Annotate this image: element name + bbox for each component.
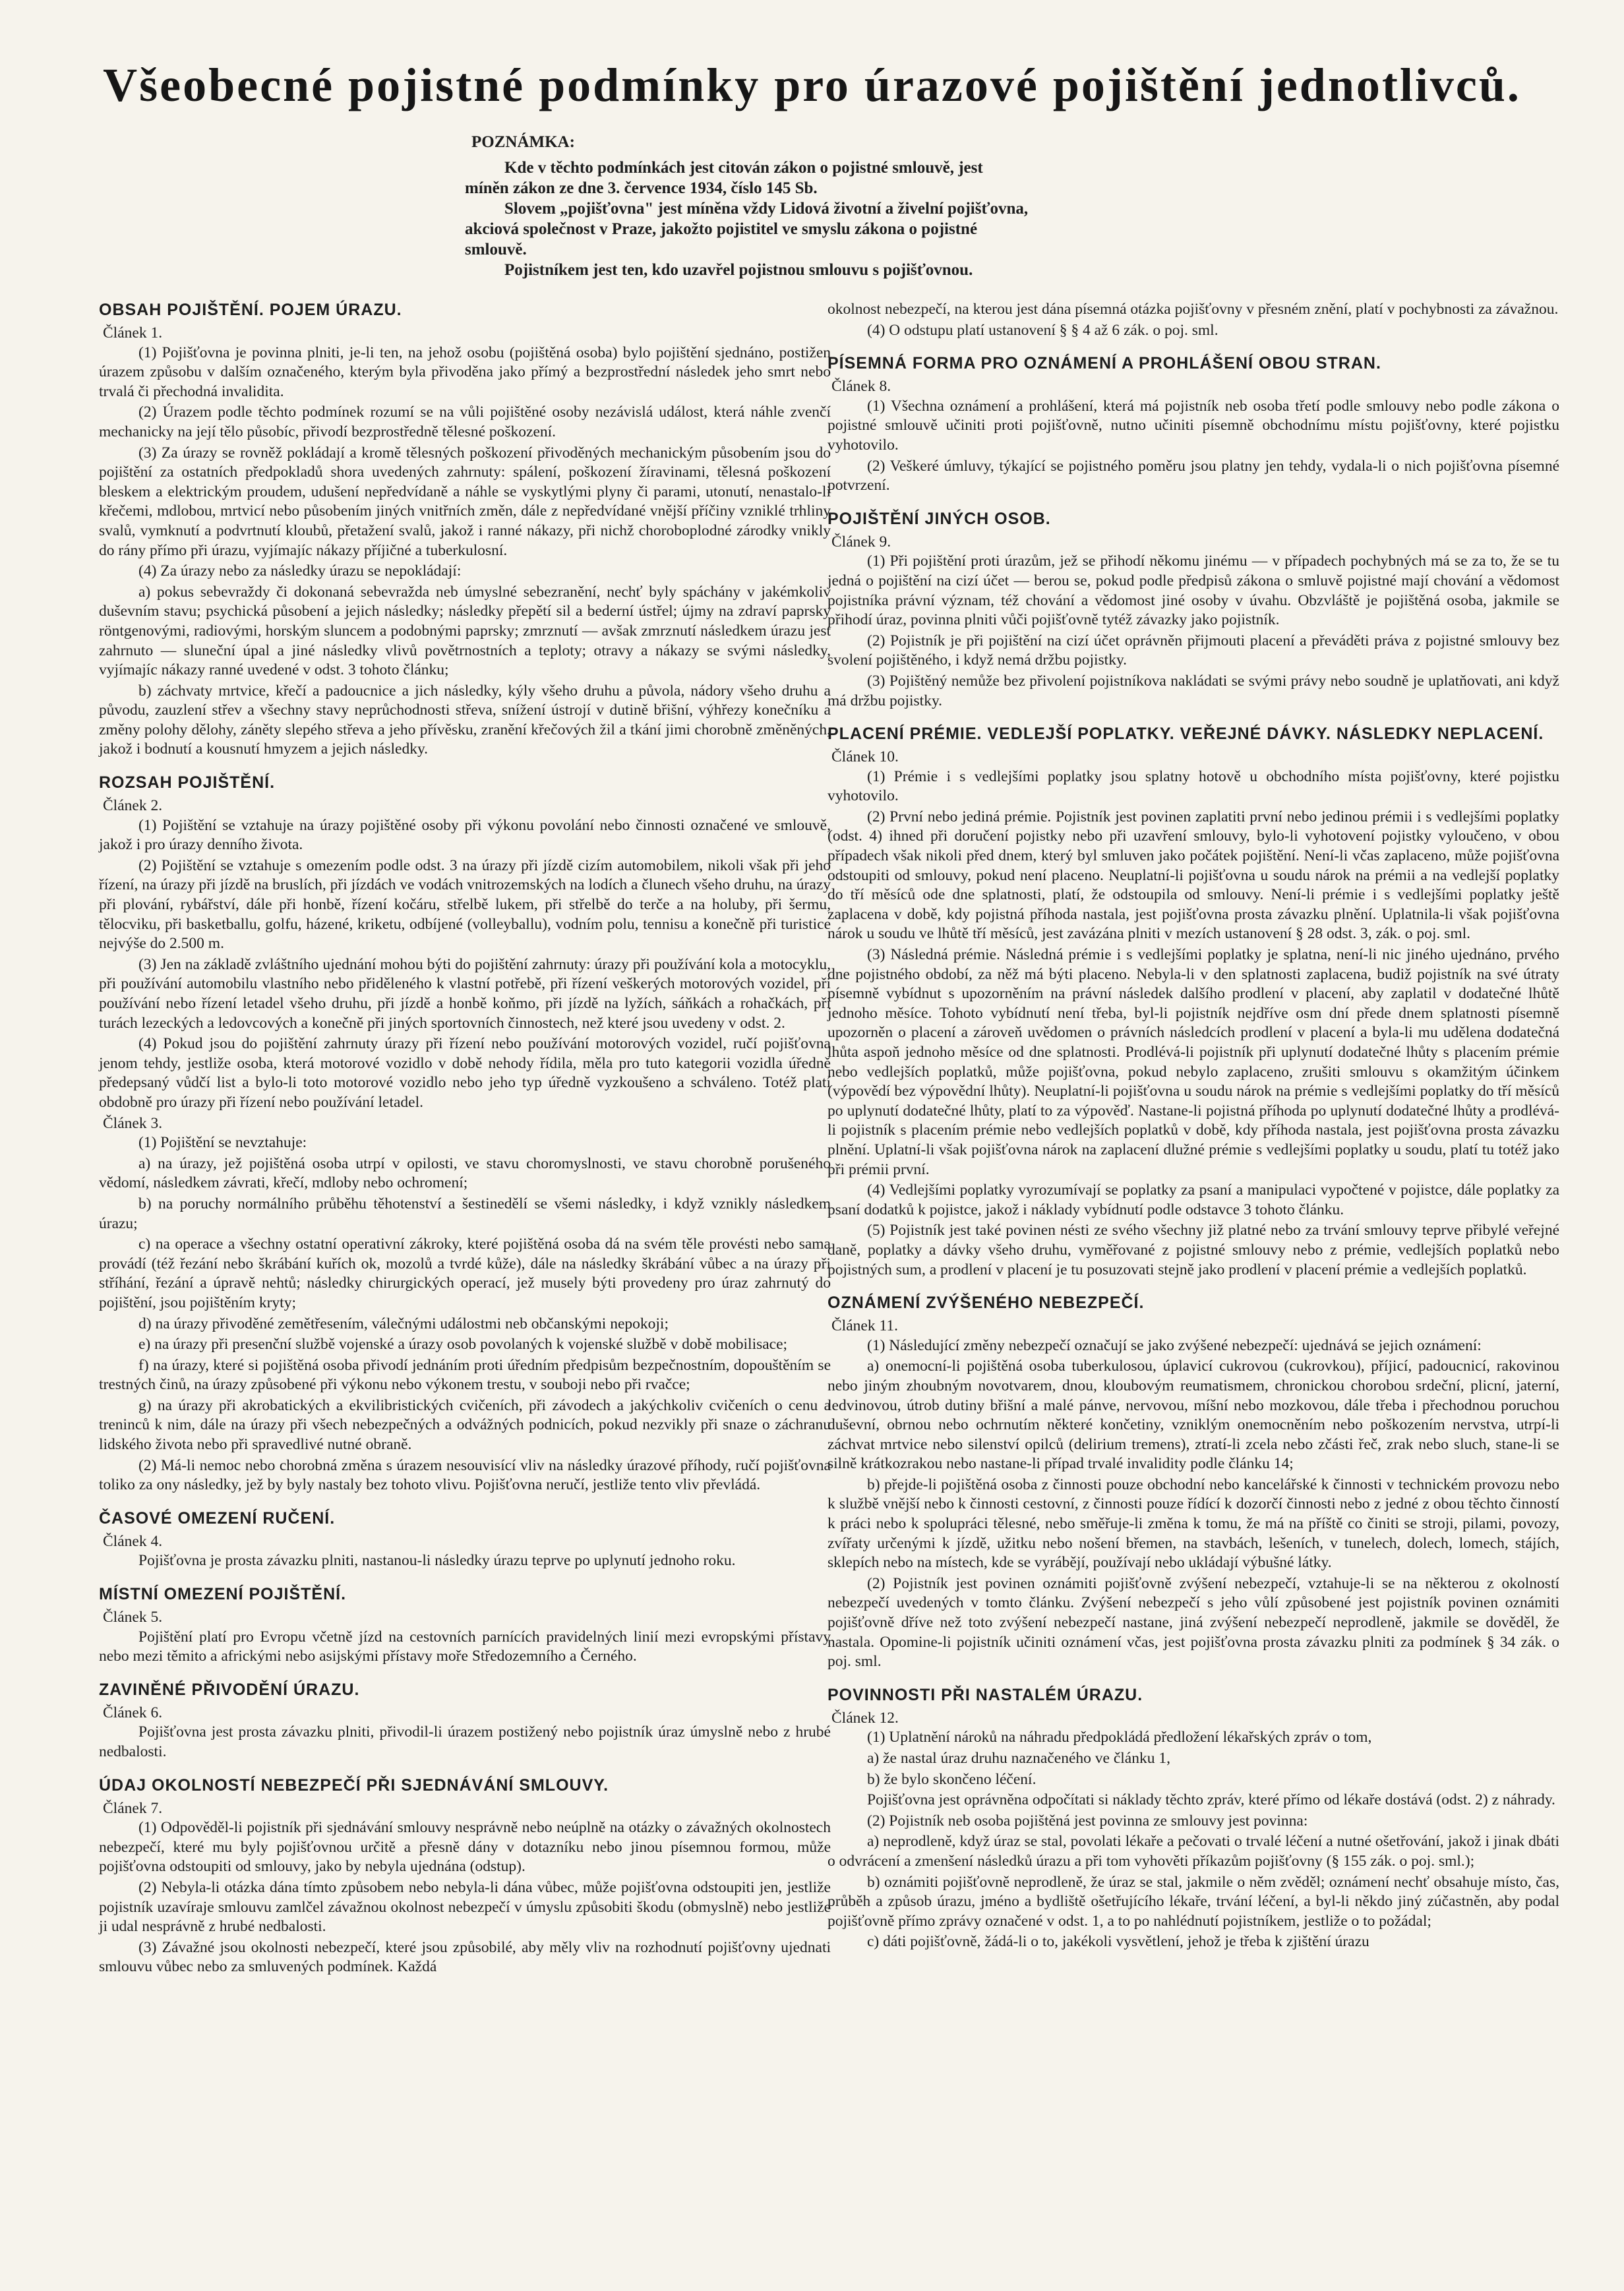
paragraph: Pojištění platí pro Evropu včetně jízd na cestovních parnících pravidelných linií mezi evropskými přístavy nebo mezi těmito a africkými nebo asijskými přístavy moře Středozemního a Černého.: [99, 1628, 831, 1665]
article-label: Článek 9.: [831, 533, 891, 550]
paragraph: (3) Následná prémie. Následná prémie i s vedlejšími poplatky je splatna, není-li nic jiného ujednáno, prvého dne pojistného období, za něž má býti placeno. Nebyla-li v den splatnosti zaplacena, budiž pojistník na své útraty písemně vybídnut s upozorněním na právní následek dalšího prodlení v placení, aby zaplatil v dodatečné lhůtě jednoho měsíce. Tohoto vybídnutí není třeba, byl-li pojistník nejdříve osm dní přede dnem splatnosti písemně upozorněn o placení a zároveň uvědomen o právních následcích prodlení v placení a byla-li mu udělena dodatečná lhůta aspoň jednoho měsíce od dne splatnosti. Prodlévá-li pojistník při uplynutí dodatečné lhůty s placením prémie nebo vedlejších poplatků, může pojišťovna, pokud nebylo zaplaceno, zrušiti smlouvu s okamžitým účinkem (výpovědí bez výpovědní lhůty). Neuplatní-li pojišťovna u soudu nárok na prémie s vedlejšími poplatky do tří měsíců po uplynutí dodatečné lhůty, platí to za výpověď. Nastane-li pojistná příhoda po uplynutí dodatečné lhůty a prodlévá-li pojistník s placením prémie nebo vedlejších poplatků v době, kdy příhoda nastala, jest pojišťovna prosta závazku plnění. Uplatní-li však pojišťovna nárok na zaplacení dlužné prémie s vedlejšími poplatky u soudu, platí tu totéž jako při prémii první.: [827, 946, 1559, 1178]
paragraph: Pojišťovna je prosta závazku plniti, nastanou-li následky úrazu teprve po uplynutí jednoho roku.: [138, 1552, 736, 1570]
paragraph: (2) Má-li nemoc nebo chorobná změna s úrazem nesouvisící vliv na následky úrazové příhody, ručí pojišťovna toliko za ony následky, jež by byly nastaly bez tohoto vlivu. Pojišťovna neručí, jestliže tento vliv převládá.: [99, 1456, 831, 1494]
paragraph: (2) Veškeré úmluvy, týkající se pojistného poměru jsou platny jen tehdy, vydala-li o nich pojišťovna písemné potvrzení.: [827, 457, 1559, 494]
paragraph: (3) Závažné jsou okolnosti nebezpečí, které jsou způsobilé, aby měly vliv na rozhodnutí pojišťovny ujednati smlouvu vůbec nebo za smluvených podmínek. Každá: [99, 1938, 831, 1976]
note-line: Kde v těchto podmínkách jest citován zákon o pojistné smlouvě, jest: [504, 159, 983, 177]
paragraph: Pojišťovna jest prosta závazku plniti, přivodil-li úrazem postižený nebo pojistník úraz úmyslně nebo z hrubé nedbalosti.: [99, 1723, 831, 1760]
section-heading: OBSAH POJIŠTĚNÍ. POJEM ÚRAZU.: [99, 301, 402, 319]
section-heading: OZNÁMENÍ ZVÝŠENÉHO NEBEZPEČÍ.: [827, 1294, 1145, 1313]
paragraph: (1) Všechna oznámení a prohlášení, která má pojistník neb osoba třetí podle smlouvy nebo podle zákona o pojistné smlouvě učiniti proti pojišťovně, nutno učiniti písemně obchodnímu místu pojišťovny, které pojistku vyhotovilo.: [827, 397, 1559, 454]
note-block: [465, 132, 1210, 280]
paragraph: (1) Prémie i s vedlejšími poplatky jsou splatny hotově u obchodního místa pojišťovny, které pojistku vyhotovilo.: [827, 767, 1559, 805]
paragraph: (3) Pojištěný nemůže bez přivolení pojistníkova nakládati se svými právy nebo soudně je uplatňovati, ani když má držbu pojistky.: [827, 672, 1559, 709]
paragraph: (2) Úrazem podle těchto podmínek rozumí se na vůli pojištěné osoby nezávislá událost, která náhle zvenčí mechanicky na její tělo působíc, přivodí bezprostředně tělesné poškození.: [99, 403, 831, 440]
paragraph: (1) Pojištění se vztahuje na úrazy pojištěné osoby při výkonu povolání nebo činnosti označené ve smlouvě, jakož i pro úrazy denního života.: [99, 816, 831, 854]
paragraph: (1) Odpověděl-li pojistník při sjednávání smlouvy nesprávně nebo neúplně na otázky o závažných okolnostech nebezpečí, které mu byly pojišťovnou určitě a přesně dány v dotazníku nebo jinou písemnou formou, může pojišťovna odstoupiti od smlouvy, jako by nebyla ujednána (odstup).: [99, 1819, 831, 1876]
note-line: akciová společnost v Praze, jakožto pojistitel ve smyslu zákona o pojistné: [465, 220, 978, 238]
paragraph: b) že bylo skončeno léčení.: [867, 1770, 1037, 1788]
paragraph: okolnost nebezpečí, na kterou jest dána písemná otázka pojišťovny v přesném znění, platí v pochybnosti za závažnou.: [827, 301, 1559, 318]
paragraph: (4) Za úrazy nebo za následky úrazu se nepokládají:: [138, 562, 462, 580]
right-column: [827, 300, 1559, 1953]
paragraph: (3) Za úrazy se rovněž pokládají a kromě tělesných poškození přivoděných mechanickým působením jsou do pojištění za ostatních předpokladů shora uvedených zahrnuty: spálení, poškození žíravinami, tělesná poškození bleskem a elektrickým proudem, udušení nepředvídaně a náhle se vyskytlými plyny či parami, utonutí, nenastalo-li křečemi, mdlobou, mrtvicí nebo působením jiných vnitřních změn, dále z nepředvídané vnější příčiny vzniklé trhliny svalů, vymknutí a podvrtnutí kloubů, přetažení svalů, jakož i ranné nákazy, při nichž choroboplodné zárodky vnikly do rány přímo při úrazu, vyjímajíc nákazy příjičné a tuberkulosní.: [99, 444, 831, 559]
article-label: Článek 12.: [831, 1709, 899, 1727]
paragraph: (4) Pokud jsou do pojištění zahrnuty úrazy při řízení nebo používání motorových vozidel, ručí pojišťovna jenom tehdy, jestliže osoba, která motorové vozidlo v době nehody řídila, měla pro tuto kategorii vozidla úředně předepsaný vůdčí list a bylo-li toto motorové vozidlo nebo jeho typ úředně vyzkoušeno a schváleno. Totéž platí obdobně pro úrazy při řízení nebo používání letadel.: [99, 1035, 831, 1111]
paragraph: (2) Pojistník je při pojištění na cizí účet oprávněn přijmouti placení a převáděti práva z pojistné smlouvy bez svolení pojištěného, i když nemá držbu pojistky.: [827, 632, 1559, 669]
article-label: Článek 2.: [103, 797, 163, 815]
article-label: Článek 10.: [831, 748, 899, 766]
paragraph: b) oznámiti pojišťovně neprodleně, že úraz se stal, jakmile o něm zvěděl; oznámení nechť obsahuje místo, čas, průběh a způsob úrazu, jméno a bydliště ošetřujícího lékaře, trvání léčení, a byl-li někdo jiný zúčastněn, aby podal pojišťovně přímo zprávy označené v odst. 1, a to po nahlédnutí pojistníkem, jestliže o to požádal;: [827, 1873, 1559, 1930]
paragraph: g) na úrazy při akrobatických a ekvilibristických cvičeních, při závodech a jakýchkoliv cvičeních o cenu a treninců k nim, dále na úrazy při všech nebezpečných a odvážných podnicích, pokud nezvikly při snaze o záchranu lidského života nebo při spravedlivé nutné obraně.: [99, 1396, 831, 1454]
paragraph: (1) Pojištění se nevztahuje:: [138, 1134, 307, 1152]
paragraph: a) onemocní-li pojištěná osoba tuberkulosou, úplavicí cukrovou (cukrovkou), příjicí, padoucnicí, rakovinou nebo jiným zhoubným novotvarem, dnou, kloubovým reumatismem, chronickou chorobou srdeční, plicní, jaterní, ledvinovou, útrob dutiny břišní a malé pánve, nervovou, míšní nebo mozkovou, dále třeba i přechodnou poruchou duševní, obrnou nebo ochrnutím některé končetiny, vzniklým onemocněním nebo poškozením nervstva, utrpí-li záchvat mrtvice nebo silenství opilců (delirium tremens), ztratí-li zcela nebo zčásti řeč, zrak nebo sluch, stane-li se silně krátkozrakou nebo nastane-li případ trvalé invalidity podle článku 14;: [827, 1357, 1559, 1473]
article-label: Článek 1.: [103, 324, 163, 342]
paragraph: (1) Pojišťovna je povinna plniti, je-li ten, na jehož osobu (pojištěná osoba) bylo pojištění sjednáno, postižen úrazem způsobu v dalším označeného, kterým byla přivoděna jako přímý a bezprostřední následek jeho smrt nebo trvalá či přechodná invalidita.: [99, 343, 831, 400]
paragraph: (1) Následující změny nebezpečí označují se jako zvýšené nebezpečí: ujednává se jejich oznámení:: [867, 1336, 1482, 1354]
section-heading: MÍSTNÍ OMEZENÍ POJIŠTĚNÍ.: [99, 1585, 347, 1604]
section-heading: POVINNOSTI PŘI NASTALÉM ÚRAZU.: [827, 1685, 1143, 1704]
article-label: Článek 5.: [103, 1609, 163, 1626]
paragraph: (2) Pojištění se vztahuje s omezením podle odst. 3 na úrazy při jízdě cizím automobilem, nikoli však při jeho řízení, na úrazy při jízdě na bruslích, při jízdách ve vodách vnitrozemských na lodích a člunech všeho druhu, na úrazy při plování, rybářství, dále při honbě, řízení kočáru, střelbě lukem, při střelbě do terče a na holuby, při šermu, tělocviku, při basketballu, golfu, házené, kriketu, odbíjené (volleyballu), vodním polu, tennisu a konečně při turistice nejvýše do 2.500 m.: [99, 856, 831, 953]
note-heading: POZNÁMKA:: [471, 133, 575, 151]
paragraph: a) neprodleně, když úraz se stal, povolati lékaře a pečovati o trvalé léčení a nutné ošetřování, jakož i jinak dbáti o odvrácení a zmenšení následků úrazu a při tom vyhověti příkazům pojišťovny (§ 155 zák. o poj. sml.);: [827, 1833, 1559, 1870]
note-line: Slovem „pojišťovna" jest míněna vždy Lidová životní a živelní pojišťovna,: [504, 200, 1029, 218]
paragraph: e) na úrazy při presenční službě vojenské a úrazy osob povolaných k vojenské službě v době mobilisace;: [138, 1336, 788, 1354]
article-label: Článek 7.: [103, 1799, 163, 1817]
section-heading: PLACENÍ PRÉMIE. VEDLEJŠÍ POPLATKY. VEŘEJNÉ DÁVKY. NÁSLEDKY NEPLACENÍ.: [827, 725, 1544, 744]
paragraph: b) přejde-li pojištěná osoba z činnosti pouze obchodní nebo kancelářské k činnosti v technickém provozu nebo k službě vnější nebo k činnosti cestovní, z činnosti pouze řídící k dozorčí činnosti nebo z jedné z obou těchto činností k práci nebo k spolupráci tělesné, nebo směřuje-li změna k tomu, že má na příště co činiti se stroji, pilami, povozy, zvířaty určenými k jízdě, užitku nebo nošení břemen, na stavbách, lešeních, v tunelech, dolech, lomech, stájích, sklepích nebo na místech, kde se vyrábějí, používají nebo ukládají výbušné látky.: [827, 1475, 1559, 1572]
section-heading: POJIŠTĚNÍ JINÝCH OSOB.: [827, 509, 1051, 528]
section-heading: ROZSAH POJIŠTĚNÍ.: [99, 773, 276, 792]
paragraph: c) na operace a všechny ostatní operativní zákroky, které pojištěná osoba dá na svém těle provésti nebo sama provádí (též řezání nebo škrábání kuřích ok, mozolů a tvrdé kůže), dále na následky škrábání vůbec a na úrazy při stříhání, řezání a úpravě nehtů; následky chirurgických operací, jež musely býti provedeny pro úraz zahrnutý do pojištění, jsou pojištěním kryty;: [99, 1235, 831, 1311]
paragraph: (3) Jen na základě zvláštního ujednání mohou býti do pojištění zahrnuty: úrazy při používání kola a motocyklu, při používání automobilu vlastního nebo přiděleného k vlastní potřebě, při řízení veškerých motorových vozidel, při používání nebo řízení letadel všeho druhu, při jízdě a honbě koňmo, při jízdě na lyžích, sáňkách a rohačkách, při turách lezeckých a ledovcových a konečně při jiných sportovních činnostech, než které jsou uvedeny v odst. 2.: [99, 955, 831, 1032]
paragraph: (2) První nebo jediná prémie. Pojistník jest povinen zaplatiti první nebo jedinou prémii i s vedlejšími poplatky (odst. 4) ihned při doručení pojistky nebo při uzavření smlouvy, bylo-li vyhotovení pojistky vyloučeno, v obou případech však nikoli před dnem, který byl smluven jako počátek pojištění. Není-li včas zaplaceno, může pojišťovna odstoupiti od smlouvy, pokud není placeno. Neuplatní-li pojišťovna u soudu nárok na prémii a na vedlejší poplatky do tří měsíců ode dne splatnosti, platí, že odstoupila od smlouvy. Není-li prémie i s vedlejšími poplatky ještě zaplacena v době, kdy pojistná příhoda nastala, jest pojišťovna prosta závazku plnění. Uplatnila-li však pojišťovna nárok u soudu ve lhůtě tří měsíců, jest zavázána plniti v mezích ustanovení § 28 odst. 3, zák. o poj. sml.: [827, 808, 1559, 943]
left-column: [99, 300, 831, 1979]
paragraph: b) na poruchy normálního průběhu těhotenství a šestinedělí se všemi následky, i když vznikly následkem úrazu;: [99, 1195, 831, 1232]
paragraph: b) záchvaty mrtvice, křečí a padoucnice a jich následky, kýly všeho druhu a půvola, nádory všeho druhu a původu, zauzlení střev a všechny stavy neprůchodnosti střeva, snížení ústrojí v dutině břišní, výhřezy konečníku a změny polohy dělohy, záněty slepého střeva a jeho přívěsku, zranění křečových žil a tkání jimi chorobně změněných, jakož i bodnutí a kousnutí hmyzem a jejich následky.: [99, 682, 831, 758]
document-title: Všeobecné pojistné podmínky pro úrazové pojištění jednotlivců.: [103, 59, 1521, 111]
note-line: Pojistníkem jest ten, kdo uzavřel pojistnou smlouvu s pojišťovnou.: [504, 261, 973, 279]
article-label: Článek 6.: [103, 1704, 163, 1721]
article-label: Článek 4.: [103, 1532, 163, 1550]
paragraph: (5) Pojistník jest také povinen nésti ze svého všechny již platné nebo za trvání smlouvy teprve přibylé veřejné daně, poplatky a dávky všeho druhu, vyměřované z pojistné smlouvy nebo z prémie, vedlejších poplatků nebo pojistných sum, a prodlení v placení je tu posuzovati stejně jako prodlení v placení prémie a vedlejších poplatků.: [827, 1222, 1559, 1278]
paragraph: (2) Pojistník jest povinen oznámiti pojišťovně zvýšení nebezpečí, vztahuje-li se na některou z okolností nebezpečí uvedených v tomto článku. Zvýšení nebezpečí s jeho vůlí způsobené jest pojistník povinen oznámiti pojišťovně dříve než toto zvýšení nebezpečí nastane, jiná zvýšení nebezpečí neprodleně, jakmile se dověděl, že nastala. Opomine-li pojistník učiniti oznámení včas, jest pojišťovna prosta závazku plniti za podmínek § 34 zák. o poj. sml.: [827, 1574, 1559, 1671]
note-line: míněn zákon ze dne 3. července 1934, číslo 145 Sb.: [465, 179, 818, 197]
note-line: smlouvě.: [465, 241, 527, 258]
paragraph: (4) Vedlejšími poplatky vyrozumívají se poplatky za psaní a manipulaci vypočtené v pojistce, dále poplatky za psaní dodatků k pojistce, jakož i náklady vybídnutí podle odstavce 3 tohoto článku.: [827, 1181, 1559, 1218]
section-heading: ÚDAJ OKOLNOSTÍ NEBEZPEČÍ PŘI SJEDNÁVÁNÍ SMLOUVY.: [99, 1775, 609, 1795]
paragraph: f) na úrazy, které si pojištěná osoba přivodí jednáním proti úředním předpisům bezpečnostním, dopouštěním se trestných činů, na úrazy způsobené při výkonu nebo výkonem trestu, v souboji nebo při rvačce;: [99, 1356, 831, 1394]
paragraph: (1) Uplatnění nároků na náhradu předpokládá předložení lékařských zpráv o tom,: [867, 1729, 1372, 1746]
article-label: Článek 3.: [103, 1114, 163, 1132]
paragraph: (2) Pojistník neb osoba pojištěná jest povinna ze smlouvy jest povinna:: [867, 1812, 1308, 1830]
section-heading: PÍSEMNÁ FORMA PRO OZNÁMENÍ A PROHLÁŠENÍ OBOU STRAN.: [827, 354, 1381, 373]
paragraph: d) na úrazy přivoděné zemětřesením, válečnými událostmi neb občanskými nepokoji;: [138, 1315, 669, 1332]
section-heading: ČASOVÉ OMEZENÍ RUČENÍ.: [99, 1508, 336, 1528]
paragraph: a) na úrazy, jež pojištěná osoba utrpí v opilosti, ve stavu choromyslnosti, ve stavu chorobně porušeného vědomí, následkem závrati, křečí, mdloby nebo ochromení;: [99, 1154, 831, 1192]
section-heading: ZAVINĚNÉ PŘIVODĚNÍ ÚRAZU.: [99, 1680, 360, 1699]
paragraph: Pojišťovna jest oprávněna odpočítati si náklady těchto zpráv, které přímo od lékaře dostává (odst. 2) z náhrady.: [867, 1791, 1555, 1809]
paragraph: a) pokus sebevraždy či dokonaná sebevražda neb úmyslné sebezranění, nechť byly spáchány v jakémkoliv duševním stavu; psychická působení a jejich následky; následky přepětí sil a bederní ústřel; újmy na zdraví paprsky röntgenovými, radiovými, horským sluncem a podobnými paprsky; zmrznutí — avšak zmrznutí následkem úrazu jest zahrnuto — sluneční úpal a jiné následky vlivů povětrnostních a teploty; otravy a nákazy se svými následky, vyjímajíc nákazy ranné uvedené v odst. 3 tohoto článku;: [99, 583, 831, 679]
paragraph: (4) O odstupu platí ustanovení § § 4 až 6 zák. o poj. sml.: [867, 321, 1218, 339]
paragraph: (1) Při pojištění proti úrazům, jež se přihodí někomu jinému — v případech pochybných má se za to, že se tu jedná o pojištění na cizí účet — berou se, pokud podle předpisů zákona o smluvě pojistné mají chování a vědomost pojistníka právní význam, též chování a vědomost jiné osoby v úvahu. Obzvláště je pojištěná osoba, jakmile se přihodí úraz, povinna plniti vůči pojišťovně tytéž závazky jako pojistník.: [827, 552, 1559, 629]
article-label: Článek 11.: [831, 1317, 898, 1335]
paragraph: c) dáti pojišťovně, žádá-li o to, jakékoli vysvětlení, jehož je třeba k zjištění úrazu: [867, 1933, 1369, 1951]
article-label: Článek 8.: [831, 378, 891, 396]
paragraph: (2) Nebyla-li otázka dána tímto způsobem nebo nebyla-li dána vůbec, může pojišťovna odstoupiti jen, jestliže pojistník uzavíraje smlouvu zamlčel závažnou okolnost nebezpečí v úmyslu způsobiti škodu (obmyslně) nebo jestliže ji udal nesprávně z hrubé nedbalosti.: [99, 1878, 831, 1936]
paragraph: a) že nastal úraz druhu naznačeného ve článku 1,: [867, 1750, 1170, 1767]
